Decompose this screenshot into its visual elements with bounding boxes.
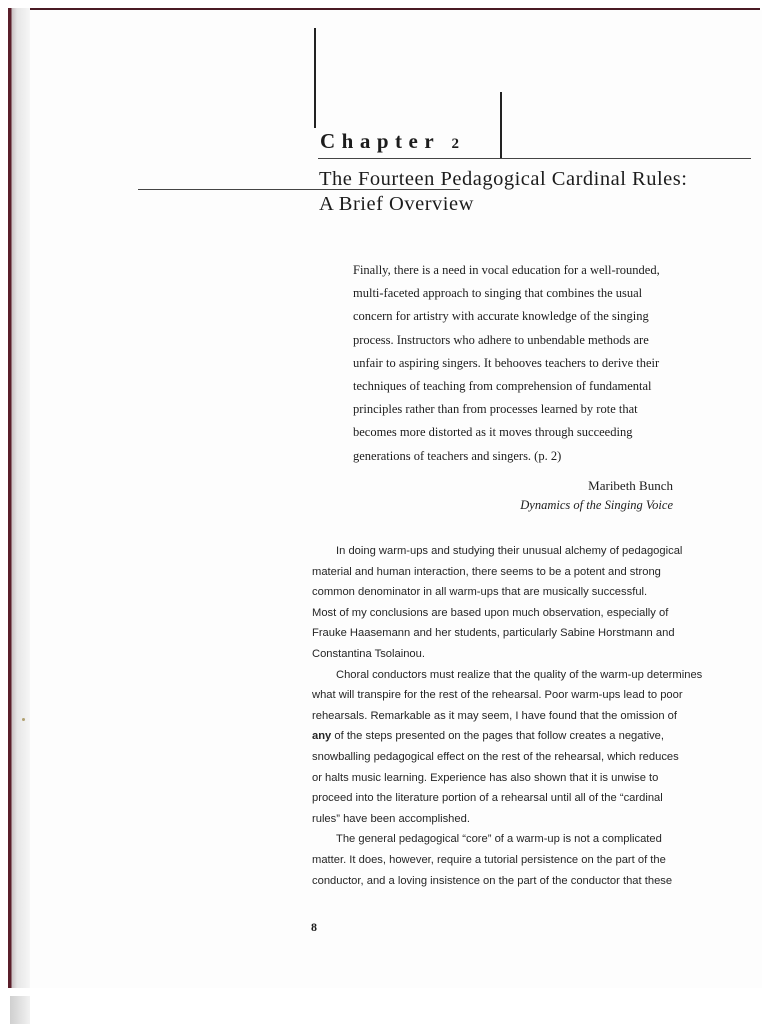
epigraph-line: techniques of teaching from comprehension of fundamental (353, 379, 652, 394)
body-line: Constantina Tsolainou. (312, 647, 425, 660)
scan-speck (22, 718, 25, 721)
page-number: 8 (311, 920, 317, 934)
chapter-label (320, 129, 459, 154)
body-line: Choral conductors must realize that the quality of the warm-up determines (336, 668, 703, 681)
body-text (312, 541, 717, 891)
body-line (312, 726, 717, 747)
scan-bottom-mark (10, 996, 30, 1024)
body-line: matter. It does, however, require a tutorial persistence on the part of the (312, 853, 666, 866)
body-line: rehearsals. Remarkable as it may seem, I have found that the omission of (312, 709, 678, 722)
body-paragraph (312, 665, 717, 830)
chapter-label-text: Chapter (320, 129, 440, 153)
body-line: In doing warm-ups and studying their unusual alchemy of pedagogical (336, 545, 683, 557)
body-line: Most of my conclusions are based upon much observation, especially of (312, 606, 669, 619)
chapter-title-line: The Fourteen Pedagogical Cardinal Rules: (319, 168, 688, 190)
epigraph-line: principles rather than from processes learned by rote that (353, 402, 638, 417)
epigraph-line: concern for artistry with accurate knowledge of the singing (353, 309, 649, 324)
book-spine (8, 8, 30, 988)
chapter-title-line: A Brief Overview (319, 193, 474, 215)
emphasis-any: any (312, 730, 332, 743)
body-line: proceed into the literature portion of a rehearsal until all of the “cardinal (312, 792, 663, 805)
epigraph-line: process. Instructors who adhere to unbendable methods are (353, 332, 649, 347)
body-line: rules” have been accomplished. (312, 812, 470, 825)
body-paragraph (312, 541, 717, 665)
epigraph-line: generations of teachers and singers. (p. 2) (353, 448, 562, 463)
chapter-title (319, 167, 739, 217)
body-paragraph (312, 829, 717, 891)
epigraph-line: multi-faceted approach to singing that combines the usual (353, 286, 643, 301)
body-line: material and human interaction, there seems to be a potent and strong (312, 565, 661, 578)
body-line: conductor, and a loving insistence on the part of the conductor that these (312, 874, 673, 887)
body-line: The general pedagogical “core” of a warm-up is not a complicated (336, 833, 662, 846)
epigraph-line: Finally, there is a need in vocal education for a well-rounded, (353, 263, 660, 277)
body-line: Frauke Haasemann and her students, particularly Sabine Horstmann and (312, 627, 675, 640)
heading-rule-vertical-left (314, 28, 316, 128)
body-line-rest: of the steps presented on the pages that follow creates a negative, (331, 730, 665, 743)
scan-bottom-margin (0, 988, 768, 1024)
body-line: snowballing pedagogical effect on the rest of the rehearsal, which reduces (312, 750, 679, 763)
body-line: what will transpire for the rest of the rehearsal. Poor warm-ups lead to poor (312, 689, 683, 702)
chapter-number: 2 (451, 136, 460, 152)
body-line: common denominator in all warm-ups that are musically successful. (312, 586, 648, 599)
epigraph-line: unfair to aspiring singers. It behooves teachers to derive their (353, 355, 660, 370)
epigraph-source: Dynamics of the Singing Voice (520, 498, 673, 512)
epigraph-quote (353, 259, 693, 468)
epigraph-line: becomes more distorted as it moves through succeeding (353, 425, 633, 440)
epigraph-author: Maribeth Bunch (588, 478, 673, 493)
heading-rule-horizontal-top (318, 158, 751, 159)
heading-rule-vertical-right (500, 92, 502, 158)
body-line: or halts music learning. Experience has also shown that it is unwise to (312, 771, 659, 784)
